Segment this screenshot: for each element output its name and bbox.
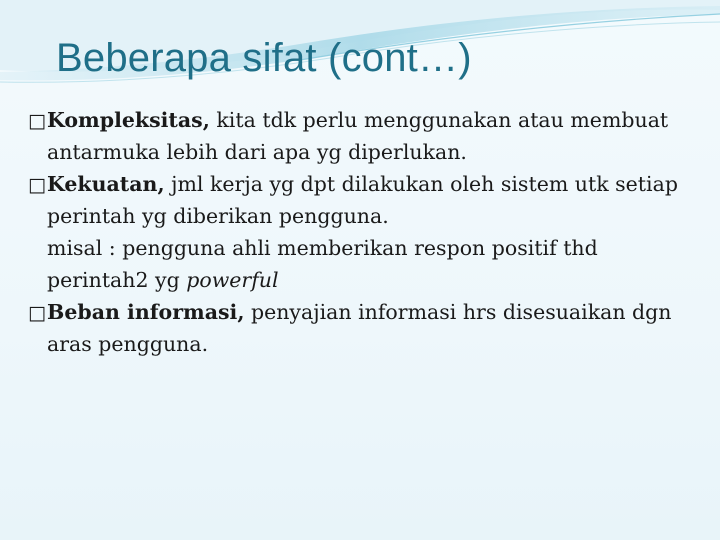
bullet-text: jml kerja yg dpt dilakukan oleh sistem utk setiap perintah yg diberikan pengguna. <box>47 172 678 228</box>
bullet-item-kekuatan <box>28 168 688 232</box>
bullet-item-kompleksitas <box>28 104 688 168</box>
hollow-square-icon <box>28 296 46 329</box>
example-body: misal : pengguna ahli memberikan respon positif thd perintah2 yg <box>47 236 598 292</box>
bullet-item-beban-informasi <box>28 296 688 360</box>
hollow-square-icon <box>28 104 46 137</box>
slide-title: Beberapa sifat (cont…) <box>56 36 472 80</box>
example-text <box>28 232 688 296</box>
bullet-text: kita tdk perlu menggunakan atau membuat antarmuka lebih dari apa yg diperlukan. <box>47 108 669 164</box>
slide-body <box>28 104 688 360</box>
bullet-text: penyajian informasi hrs disesuaikan dgn aras pengguna. <box>47 300 672 356</box>
bullet-term: Beban informasi, <box>47 300 245 324</box>
bullet-term: Kompleksitas, <box>47 108 210 132</box>
example-emphasis: powerful <box>186 268 279 292</box>
hollow-square-icon <box>28 168 46 201</box>
bullet-term: Kekuatan, <box>47 172 165 196</box>
